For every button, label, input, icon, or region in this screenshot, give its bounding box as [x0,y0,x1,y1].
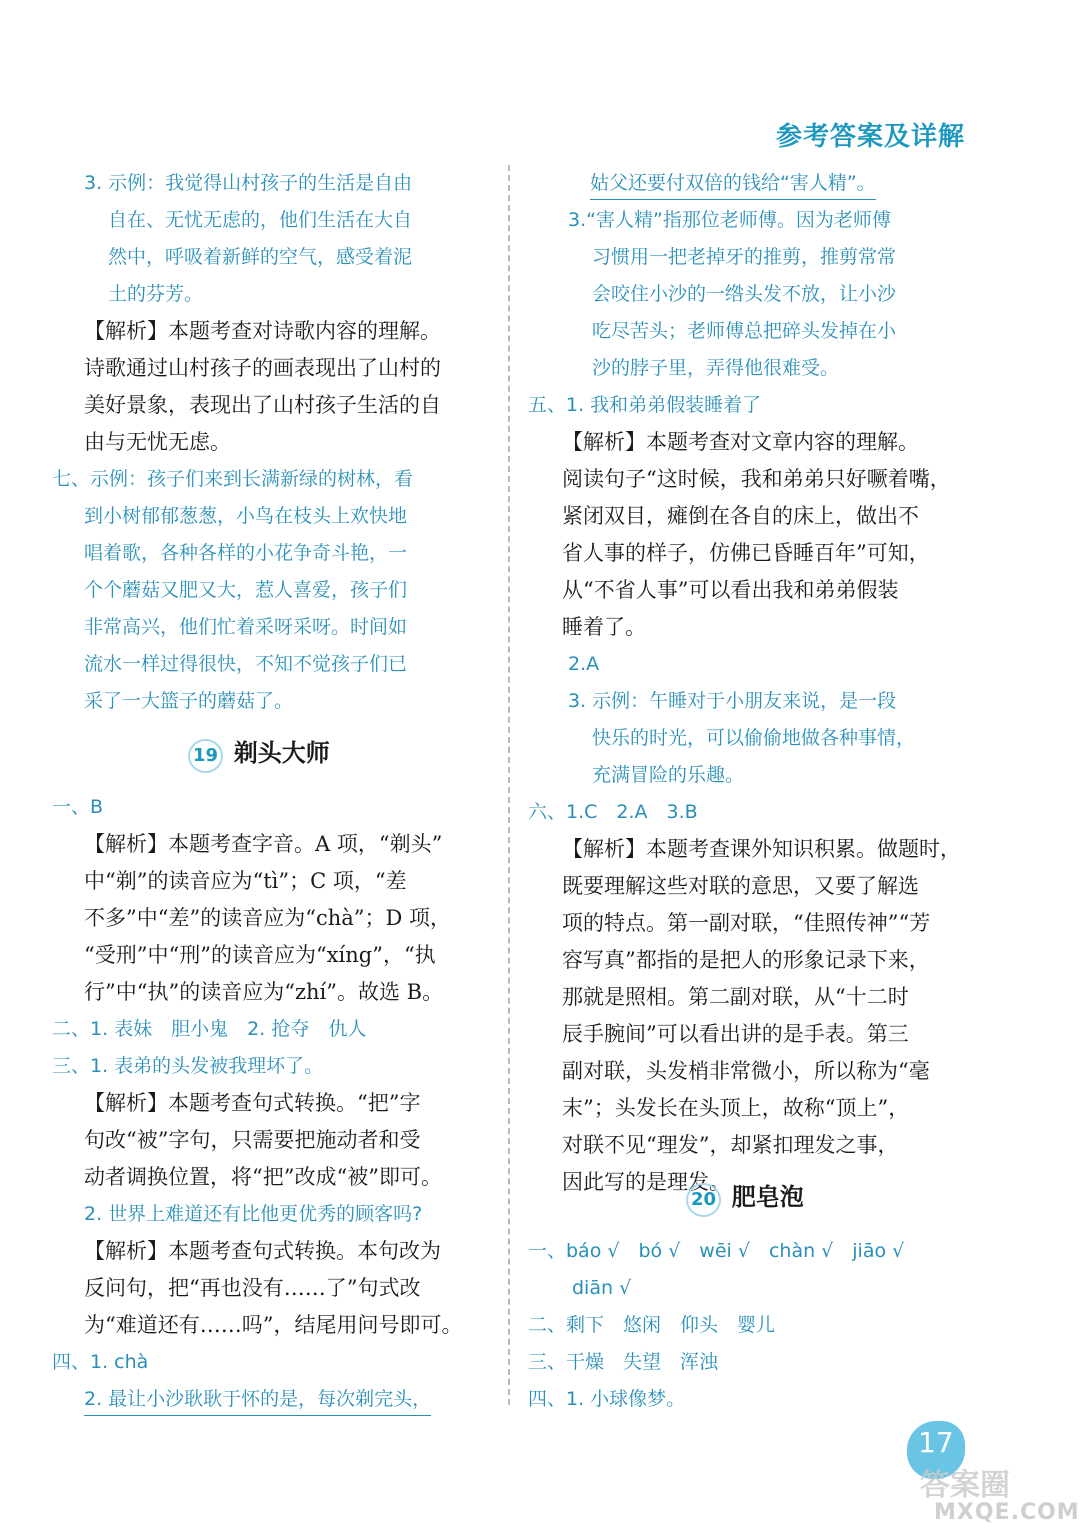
analysis-line: 句改“被”字句，只需要把施动者和受 [84,1128,421,1152]
answer-line: 七、示例：孩子们来到长满新绿的树林，看 [52,468,414,490]
answer-line: 沙的脖子里，弄得他很难受。 [592,357,840,379]
analysis-line: 阅读句子“这时候，我和弟弟只好噘着嘴， [562,467,951,491]
analysis-line: 行”中“执”的读音应为“zhí”。故选 B。 [84,980,444,1004]
answer-line: 自在、无忧无虑的，他们生活在大自 [108,209,413,231]
analysis-line: 副对联，头发梢非常微小，所以称为“毫 [562,1059,930,1083]
answer-line: 到小树郁郁葱葱，小鸟在枝头上欢快地 [84,505,408,527]
answer-line: 一、B [52,796,104,818]
answer-line: 一、báo √ bó √ wēi √ chàn √ jiāo √ [528,1240,905,1262]
analysis-line: 反问句，把“再也没有……了”句式改 [84,1276,421,1300]
answer-line: 唱着歌，各种各样的小花争奇斗艳，一 [84,542,408,564]
analysis-line: 末”；头发长在头顶上，故称“顶上”， [562,1096,910,1120]
answer-line-underlined: 2. 最让小沙耿耿于怀的是，每次剃完头， [84,1384,431,1416]
answer-line: 四、1. chà [52,1351,149,1373]
analysis-line: 容写真”都指的是把人的形象记录下来， [562,948,930,972]
analysis-line: 【解析】本题考查句式转换。“把”字 [84,1091,421,1115]
watermark-url: MXQE.COM [934,1500,1080,1525]
analysis-line: 【解析】本题考查字音。A 项，“剃头” [84,832,443,856]
answer-line: 二、1. 表妹 胆小鬼 2. 抢夺 仇人 [52,1018,367,1040]
watermark-logo: 答案圈 [920,1468,1010,1503]
answer-line: 2. 世界上难道还有比他更优秀的顾客吗? [84,1203,423,1225]
answer-line: 3. 示例：午睡对于小朋友来说，是一段 [568,690,897,712]
answer-line: 六、1.C 2.A 3.B [528,801,698,823]
section-title-19 [188,738,330,773]
section-title-text: 肥皂泡 [731,1182,804,1211]
analysis-line: 【解析】本题考查课外知识积累。做题时， [562,837,961,861]
analysis-line: 诗歌通过山村孩子的画表现出了山村的 [84,356,441,380]
analysis-line: 【解析】本题考查对文章内容的理解。 [562,430,919,454]
section-number-badge: 20 [686,1183,721,1217]
page-number: 17 [918,1426,954,1459]
section-title-20 [686,1182,804,1217]
analysis-line: 美好景象，表现出了山村孩子生活的自 [84,393,441,417]
answer-line: 3. 示例：我觉得山村孩子的生活是自由 [84,172,413,194]
analysis-line: 动者调换位置，将“把”改成“被”即可。 [84,1165,442,1189]
analysis-line: 因此写的是理发。 [562,1170,730,1194]
answer-line: 3.“害人精”指那位老师傅。因为老师傅 [568,209,891,231]
answer-line: 习惯用一把老掉牙的推剪，推剪常常 [592,246,897,268]
analysis-line: 从“不省人事”可以看出我和弟弟假装 [562,578,899,602]
analysis-line: 紧闭双目，瘫倒在各自的床上，做出不 [562,504,919,528]
answer-line: 三、1. 表弟的头发被我理坏了。 [52,1055,324,1077]
answer-line: 吃尽苦头；老师傅总把碎头发掉在小 [592,320,897,342]
answer-line: 流水一样过得很快，不知不觉孩子们已 [84,653,408,675]
analysis-line: 既要理解这些对联的意思，又要了解选 [562,874,919,898]
answer-line: 非常高兴，他们忙着采呀采呀。时间如 [84,616,408,638]
answer-line: 五、1. 我和弟弟假装睡着了 [528,394,762,416]
section-number-badge: 19 [188,739,223,773]
column-divider [508,165,510,1405]
answer-line-underlined: 姑父还要付双倍的钱给“害人精”。 [590,168,876,200]
answer-line: 二、剩下 悠闲 仰头 婴儿 [528,1314,776,1336]
analysis-line: 中“剃”的读音应为“tì”；C 项，“差 [84,869,407,893]
answer-line: 快乐的时光，可以偷偷地做各种事情， [592,727,916,749]
answer-line: 然中，呼吸着新鲜的空气，感受着泥 [108,246,413,268]
analysis-line: 【解析】本题考查对诗歌内容的理解。 [84,319,441,343]
answer-line: 个个蘑菇又肥又大，惹人喜爱，孩子们 [84,579,408,601]
analysis-line: 睡着了。 [562,615,646,639]
answer-line: 2.A [568,653,600,675]
answer-line: diān √ [572,1277,632,1299]
answer-line: 四、1. 小球像梦。 [528,1388,686,1410]
answer-line: 充满冒险的乐趣。 [592,764,745,786]
analysis-line: 那就是照相。第二副对联，从“十二时 [562,985,909,1009]
answer-line: 采了一大篮子的蘑菇了。 [84,690,294,712]
answer-line: 会咬住小沙的一绺头发不放，让小沙 [592,283,897,305]
analysis-line: 由与无忧无虑。 [84,430,231,454]
answer-line: 土的芬芳。 [108,283,204,305]
analysis-line: 对联不见“理发”，却紧扣理发之事， [562,1133,899,1157]
analysis-line: 项的特点。第一副对联，“佳照传神”“芳 [562,911,931,935]
analysis-line: 辰手腕间”可以看出讲的是手表。第三 [562,1022,909,1046]
analysis-line: 为“难道还有……吗”，结尾用问号即可。 [84,1313,463,1337]
section-title-text: 剃头大师 [233,738,330,767]
analysis-line: “受刑”中“刑”的读音应为“xíng”，“执 [84,943,436,967]
analysis-line: 省人事的样子，仿佛已昏睡百年”可知， [562,541,930,565]
analysis-line: 不多”中“差”的读音应为“chà”；D 项， [84,906,451,930]
answer-line: 三、干燥 失望 浑浊 [528,1351,719,1373]
analysis-line: 【解析】本题考查句式转换。本句改为 [84,1239,441,1263]
page-header-title: 参考答案及详解 [775,122,965,152]
